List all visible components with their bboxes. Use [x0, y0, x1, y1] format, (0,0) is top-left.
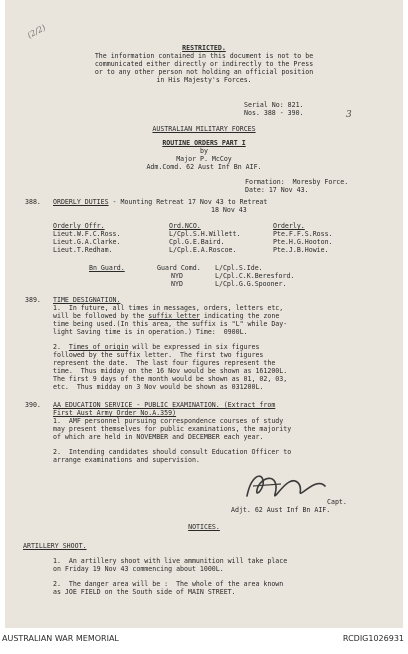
guard-name: L/Cpl.S.Ide. [215, 264, 263, 272]
emphasis-text: Times of origin [68, 343, 129, 351]
paragraph-text: 2. [53, 343, 69, 351]
notice-title: ARTILLERY SHOOT. [23, 542, 87, 550]
item-title: ORDERLY DUTIES [53, 198, 109, 206]
item-number: 388. [25, 198, 41, 206]
paragraph-line: as JOE FIELD on the South side of MAIN STREET. [53, 588, 236, 596]
notices-heading: NOTICES. [188, 523, 220, 531]
date: Date: 17 Nov 43. [245, 186, 309, 194]
signature-rank: Capt. [327, 498, 347, 506]
roster-entry: Lieut.T.Redham. [53, 246, 113, 254]
archive-footer [0, 628, 408, 654]
paragraph-line: may present themselves for public examinations, the majority [53, 425, 292, 433]
by-line: by [200, 147, 208, 155]
item-number: 390. [25, 401, 41, 409]
paragraph-line: 2. Intending candidates should consult Education Officer to [53, 448, 292, 456]
guard-label: NYD [171, 280, 183, 288]
archive-id: RCDIG1026931 [342, 634, 404, 643]
appointment: Adm.Comd. 62 Aust Inf Bn AIF. [146, 163, 262, 171]
formation: Formation: Moresby Force. [245, 178, 349, 186]
roster-entry: L/Cpl.E.A.Roscoe. [169, 246, 237, 254]
item-subtitle: 18 Nov 43 [211, 206, 247, 214]
item-title: First Aust Army Order No.A.359) [53, 409, 177, 417]
emphasis-text: suffix letter [148, 312, 200, 320]
roster-entry: Lieut.G.A.Clarke. [53, 238, 121, 246]
paragraph-line: time being used.(In this area, the suffix is "L" while Day- [53, 320, 288, 328]
serial-number: Serial No: 821. [244, 101, 304, 109]
orders-title: ROUTINE ORDERS PART I [162, 139, 246, 147]
paragraph-line: time. Thus midday on the 16 Nov would be shown as 161200L. [53, 367, 288, 375]
roster-entry: Cpl.G.E.Baird. [169, 238, 225, 246]
roster-entry: Pte.F.F.S.Ross. [273, 230, 333, 238]
notice-line: communicated either directly or indirectly to the Press [94, 60, 314, 68]
notice-line: The information contained in this document is not to be [94, 52, 314, 60]
column-header: Orderly Offr. [53, 222, 105, 230]
item-number: 389. [25, 296, 41, 304]
column-header: Ord.NCO. [169, 222, 201, 230]
paragraph-line: 1. AMF personnel pursuing correspondence courses of study [53, 417, 284, 425]
notice-line: or to any other person not holding an official position [94, 68, 314, 76]
paragraph-line: 2. The danger area will be : The whole of the area known [53, 580, 284, 588]
paragraph-line: The first 9 days of the month would be shown as 01, 02, 03, [53, 375, 288, 383]
order-numbers: Nos. 388 - 390. [244, 109, 304, 117]
paragraph-line: light Saving time is in operation.) Time: 0900L. [53, 328, 248, 336]
paragraph-line: arrange examinations and supervision. [53, 456, 200, 464]
signature-scribble [241, 466, 331, 508]
document-title: AUSTRALIAN MILITARY FORCES [152, 125, 256, 133]
guard-name: L/Cpl.C.K.Beresford. [215, 272, 295, 280]
column-header: Orderly. [273, 222, 305, 230]
handwritten-correction: 3 [346, 110, 352, 120]
guard-label: Guard Comd. [157, 264, 201, 272]
paragraph-line: 1. An artillery shoot with live ammunition will take place [53, 557, 288, 565]
roster-entry: Pte.H.G.Hooton. [273, 238, 333, 246]
author: Major P. McCoy [176, 155, 232, 163]
document-page [5, 0, 403, 628]
paragraph-text: indicating the zone [199, 312, 280, 320]
roster-entry: L/Cpl.S.H.Willett. [169, 230, 241, 238]
paragraph-line: represent the date. The last four figures represent the [53, 359, 276, 367]
item-title: AA EDUCATION SERVICE - PUBLIC EXAMINATION. (Extract from [53, 401, 276, 409]
paragraph-text: will be expressed in six figures [128, 343, 260, 351]
guard-heading: Bn Guard. [89, 264, 125, 272]
signature-block: Adjt. 62 Aust Inf Bn AIF. [231, 506, 331, 514]
paragraph-line: 1. In future, all times in messages, orders, letters etc, [53, 304, 284, 312]
roster-entry: Pte.J.B.Howie. [273, 246, 329, 254]
roster-entry: Lieut.W.F.C.Ross. [53, 230, 121, 238]
item-subtitle: - Mounting Retreat 17 Nov 43 to Retreat [108, 198, 268, 206]
guard-name: L/Cpl.G.G.Spooner. [215, 280, 287, 288]
paragraph-line: of which are held in NOVEMBER and DECEMBER each year. [53, 433, 264, 441]
paragraph-line: etc. Thus midday on 3 Nov would be shown as 031200L. [53, 383, 264, 391]
item-title: TIME DESIGNATION. [53, 296, 121, 304]
archive-name: AUSTRALIAN WAR MEMORIAL [2, 634, 119, 643]
paragraph-line: followed by the suffix letter. The first two figures [53, 351, 264, 359]
guard-label: NYD [171, 272, 183, 280]
restricted-heading: RESTRICTED. [182, 44, 226, 52]
paragraph-text: will be followed by the [53, 312, 149, 320]
pencil-annotation: (2/2) [26, 23, 48, 40]
paragraph-line: on Friday 19 Nov 43 commencing about 1000L. [53, 565, 224, 573]
notice-line: in His Majesty's Forces. [156, 76, 252, 84]
